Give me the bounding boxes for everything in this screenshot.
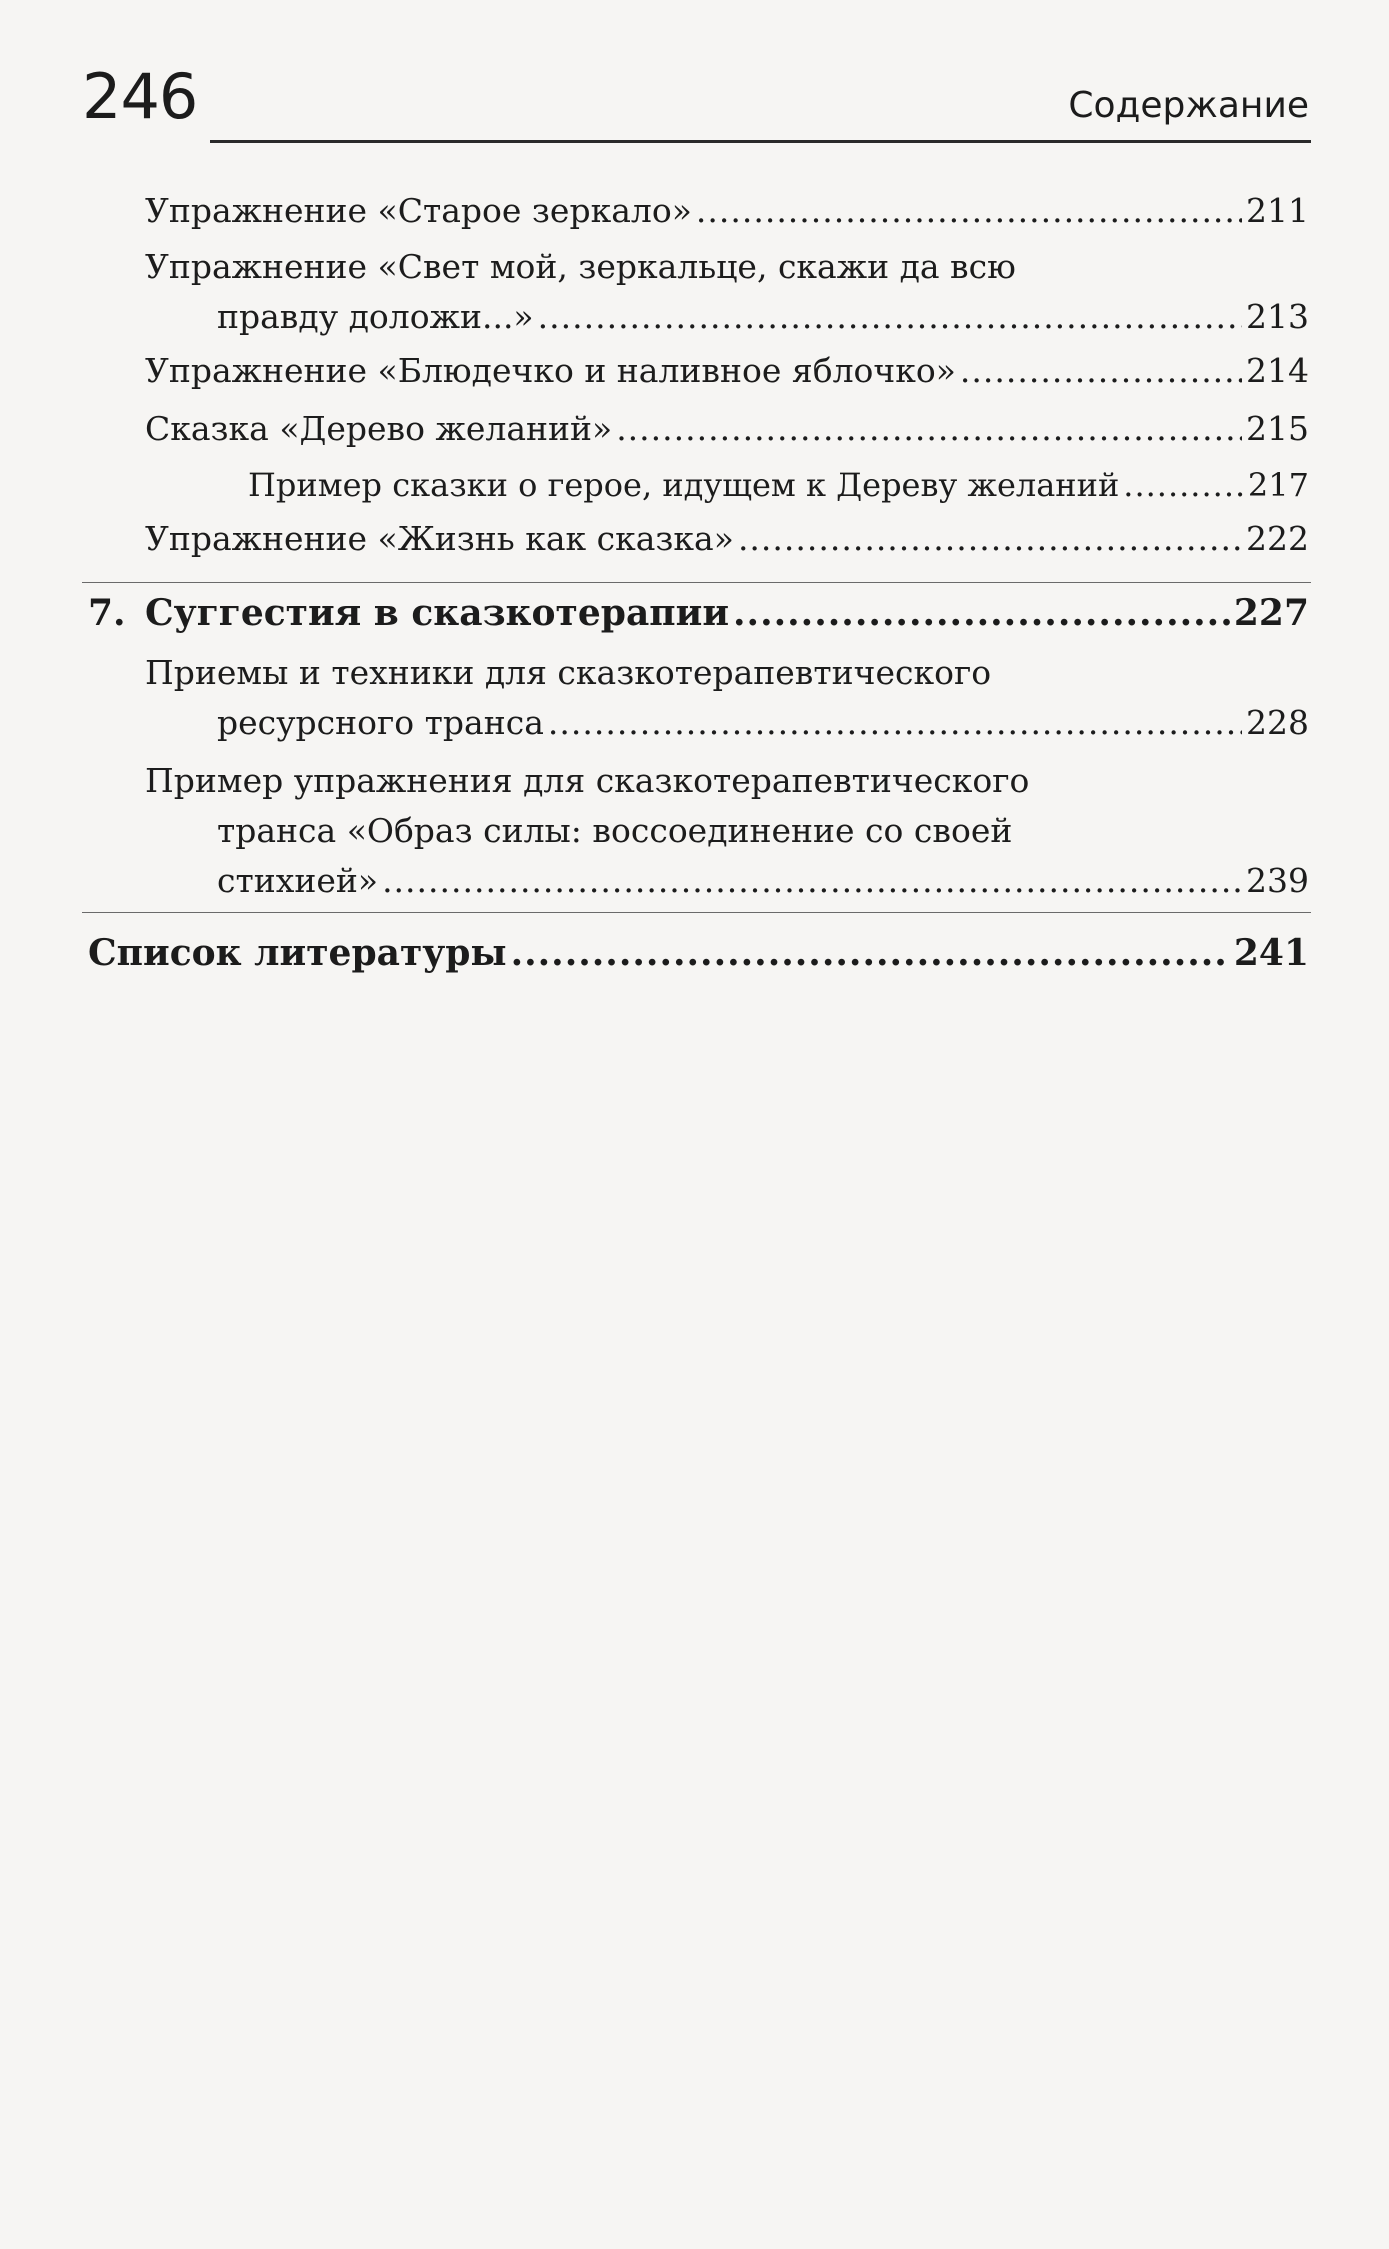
toc-entry-title: Сказка «Дерево желаний» <box>145 409 613 448</box>
toc-entry-title: Упражнение «Старое зеркало» <box>145 191 692 230</box>
toc-entry-page: 228 <box>1246 703 1309 742</box>
toc-entry-title: правду доложи...» <box>217 297 534 336</box>
toc-entry[interactable] <box>145 404 1309 454</box>
toc-entry[interactable] <box>145 756 1309 906</box>
leader-dots <box>733 588 1230 638</box>
toc-entry[interactable] <box>145 346 1309 396</box>
chapter-separator <box>82 582 1311 583</box>
chapter-page: 227 <box>1233 592 1309 634</box>
leader-dots <box>738 514 1242 564</box>
leader-dots <box>696 186 1242 236</box>
toc-entry-page: 217 <box>1247 466 1309 504</box>
leader-dots <box>511 928 1230 978</box>
leader-dots <box>548 698 1242 748</box>
toc-entry-title: Пример упражнения для сказкотерапевтического <box>145 761 1030 800</box>
toc-entry-page: 222 <box>1246 519 1309 558</box>
page-number: 246 <box>82 60 198 133</box>
chapter-separator <box>82 912 1311 913</box>
literature-page: 241 <box>1233 932 1309 974</box>
toc-entry-page: 211 <box>1246 191 1309 230</box>
toc-entry-title: транса «Образ силы: воссоединение со своей <box>217 811 1013 850</box>
literature-title: Список литературы <box>88 932 507 974</box>
running-head: Содержание <box>1068 85 1309 126</box>
chapter-title: Суггестия в сказкотерапии <box>145 592 730 634</box>
toc-entry[interactable] <box>145 648 1309 748</box>
toc-entry[interactable] <box>145 514 1309 564</box>
toc-entry[interactable] <box>248 460 1309 510</box>
toc-entry-title: Упражнение «Свет мой, зеркальце, скажи да всю <box>145 247 1016 286</box>
toc-entry-page: 239 <box>1246 861 1309 900</box>
leader-dots <box>960 346 1242 396</box>
leader-dots <box>382 856 1242 906</box>
toc-entry-page: 214 <box>1246 351 1309 390</box>
literature-heading[interactable] <box>88 928 1309 978</box>
toc-entry-page: 215 <box>1246 409 1309 448</box>
leader-dots <box>1123 460 1244 510</box>
toc-entry-title: ресурсного транса <box>217 703 544 742</box>
toc-entry-title: стихией» <box>217 861 379 900</box>
toc-entry-title: Упражнение «Блюдечко и наливное яблочко» <box>145 351 956 390</box>
toc-entry-title: Упражнение «Жизнь как сказка» <box>145 519 734 558</box>
chapter-heading[interactable] <box>88 588 1309 638</box>
toc-entry-page: 213 <box>1246 297 1309 336</box>
header-rule <box>210 140 1311 143</box>
chapter-number: 7. <box>88 592 126 634</box>
leader-dots <box>538 292 1242 342</box>
toc-entry[interactable] <box>145 186 1309 236</box>
toc-entry[interactable] <box>145 242 1309 342</box>
leader-dots <box>616 404 1242 454</box>
toc-entry-title: Приемы и техники для сказкотерапевтического <box>145 653 992 692</box>
toc-entry-title: Пример сказки о герое, идущем к Дереву желаний <box>248 466 1120 504</box>
